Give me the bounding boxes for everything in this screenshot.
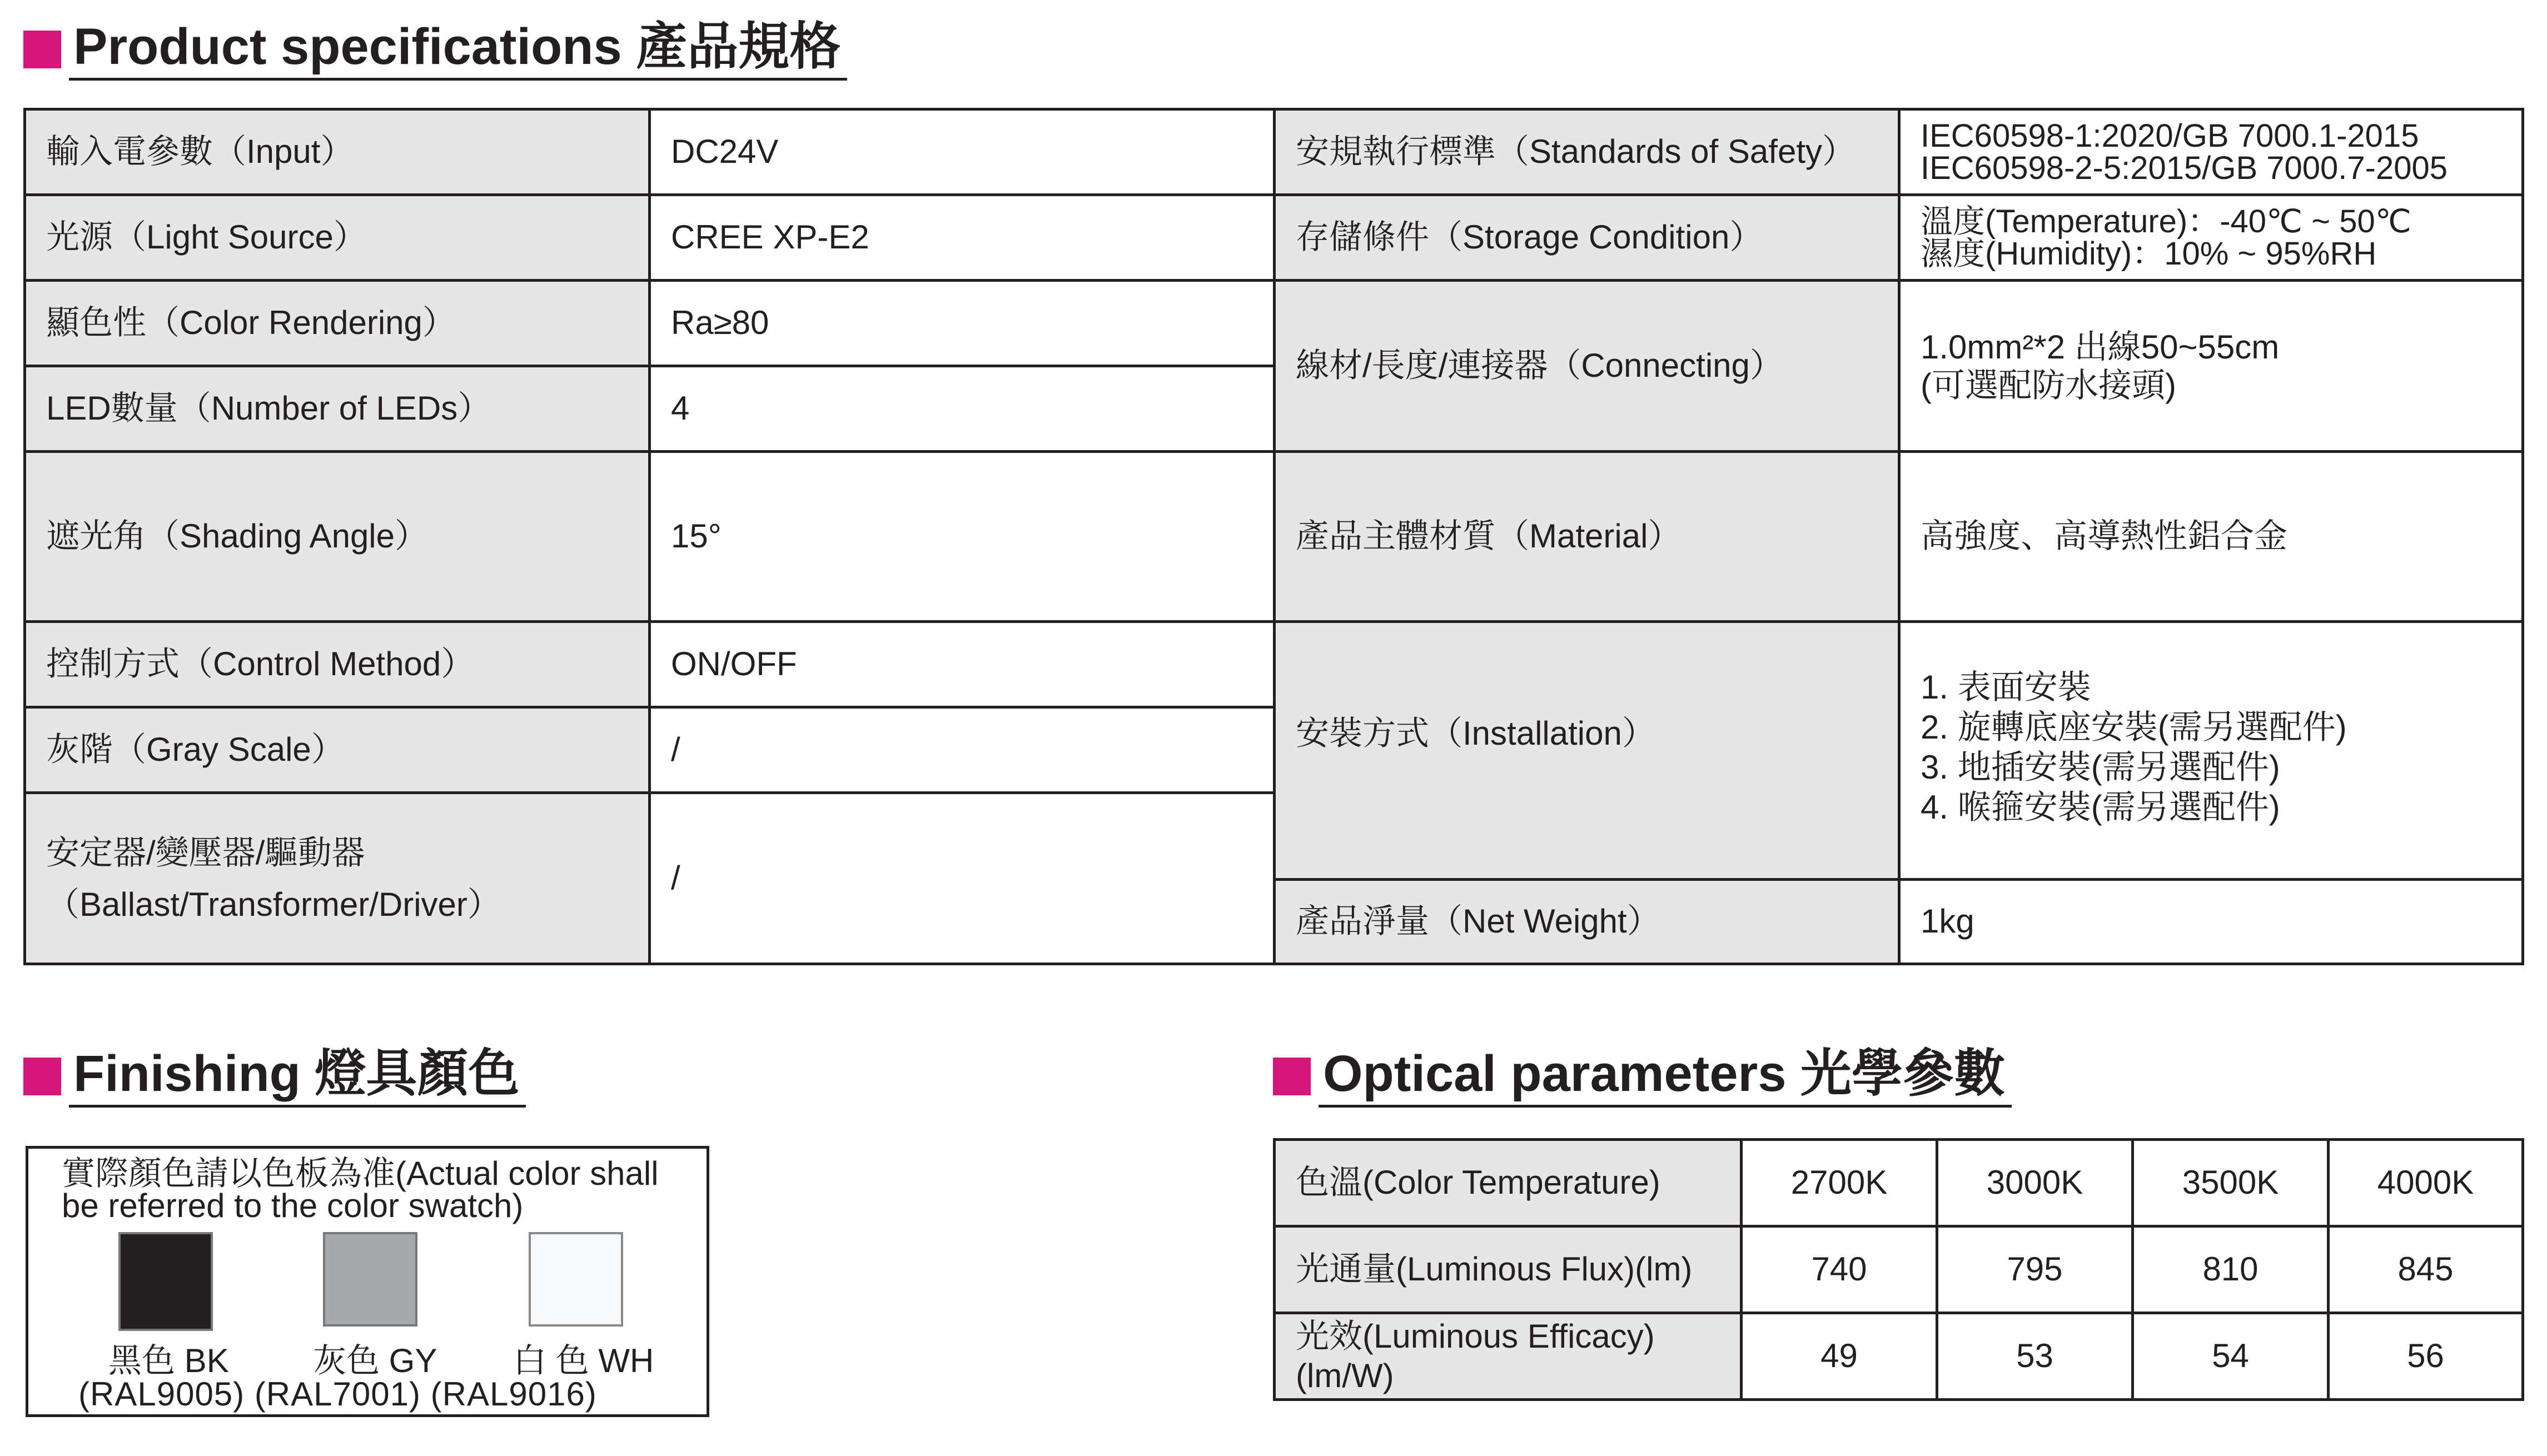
product-specs-title: Product specifications 產品規格 (69, 18, 847, 81)
spec-value-line: 3. 地插安裝(需另選配件) (1921, 749, 2280, 786)
spec-label: 輸入電參數（Input） (25, 109, 650, 195)
optical-value: 740 (1742, 1226, 1937, 1313)
spec-value-line: IEC60598-1:2020/GB 7000.1-2015 (1921, 117, 2419, 154)
spec-label: 安裝方式（Installation） (1275, 622, 1899, 880)
spec-value: 1kg (1899, 880, 2523, 964)
spec-label: 灰階（Gray Scale） (25, 707, 650, 793)
spec-value (1899, 195, 2523, 281)
optical-title: Optical parameters 光學參數 (1319, 1045, 2012, 1108)
optical-value: 810 (2133, 1226, 2329, 1313)
spec-value-line: 濕度(Humidity)：10% ~ 95%RH (1921, 235, 2377, 272)
product-specs-heading (23, 18, 847, 81)
finishing-note (62, 1155, 659, 1224)
heading-marker (23, 1058, 61, 1095)
optical-value: 56 (2329, 1313, 2523, 1400)
spec-value-line: 2. 旋轉底座安裝(需另選配件) (1921, 709, 2347, 746)
spec-value: 15° (650, 452, 1275, 622)
spec-value-line: 4. 喉箍安裝(需另選配件) (1921, 789, 2280, 826)
spec-value: DC24V (650, 109, 1275, 195)
heading-marker (1273, 1058, 1311, 1095)
spec-value: ON/OFF (650, 622, 1275, 707)
optical-value: 2700K (1742, 1140, 1937, 1226)
finishing-note-line: 實際顏色請以色板為准(Actual color shall (62, 1155, 659, 1192)
spec-value-line: 溫度(Temperature)：-40℃ ~ 50℃ (1921, 203, 2411, 240)
spec-label: 光源（Light Source） (25, 195, 650, 281)
finishing-title: Finishing 燈具顏色 (69, 1045, 526, 1108)
swatch-code: (RAL9016) (430, 1375, 597, 1413)
color-swatch-white (529, 1232, 623, 1327)
optical-value: 54 (2133, 1313, 2329, 1400)
spec-label: 產品淨量（Net Weight） (1275, 880, 1899, 964)
spec-value: CREE XP-E2 (650, 195, 1275, 281)
optical-value: 3500K (2133, 1140, 2329, 1226)
swatch-name: 灰色 GY (313, 1342, 437, 1379)
spec-value-line: IEC60598-2-5:2015/GB 7000.7-2005 (1921, 149, 2448, 186)
table-row (25, 195, 2523, 281)
optical-value: 49 (1742, 1313, 1937, 1400)
color-swatch-gray (323, 1232, 417, 1327)
color-swatch-black (118, 1232, 213, 1331)
finishing-box (26, 1146, 709, 1417)
spec-value-line: 1.0mm²*2 出線50~55cm (1921, 328, 2280, 366)
table-row (1275, 1140, 2523, 1226)
table-row (25, 281, 2523, 366)
spec-label: 控制方式（Control Method） (25, 622, 650, 707)
table-row (25, 109, 2523, 195)
spec-value (1899, 109, 2523, 195)
table-row (25, 622, 2523, 707)
spec-label: 顯色性（Color Rendering） (25, 281, 650, 366)
spec-value: / (650, 793, 1275, 964)
spec-value: 高強度、高導熱性鋁合金 (1899, 452, 2523, 622)
table-row (25, 452, 2523, 622)
spec-label-line: （Ballast/Transformer/Driver） (46, 885, 501, 923)
finishing-heading (23, 1045, 526, 1108)
spec-value (1899, 281, 2523, 452)
spec-label (25, 793, 650, 964)
optical-label: 光效(Luminous Efficacy)(lm/W) (1275, 1313, 1742, 1400)
spec-value-line: 1. 表面安裝 (1921, 669, 2091, 706)
spec-value: 4 (650, 366, 1275, 452)
swatch-code: (RAL9005) (78, 1375, 245, 1413)
optical-value: 795 (1937, 1226, 2133, 1313)
spec-value: / (650, 707, 1275, 793)
optical-value: 845 (2329, 1226, 2523, 1313)
spec-value: Ra≥80 (650, 281, 1275, 366)
spec-label: 線材/長度/連接器（Connecting） (1275, 281, 1899, 452)
optical-value: 53 (1937, 1313, 2133, 1400)
spec-label: LED數量（Number of LEDs） (25, 366, 650, 452)
optical-heading (1273, 1045, 2012, 1108)
swatch-name: 白 色 WH (513, 1342, 654, 1379)
spec-label: 安規執行標準（Standards of Safety） (1275, 109, 1899, 195)
optical-value: 4000K (2329, 1140, 2523, 1226)
heading-marker (23, 31, 61, 68)
optical-value: 3000K (1937, 1140, 2133, 1226)
spec-label: 遮光角（Shading Angle） (25, 452, 650, 622)
spec-label: 存儲條件（Storage Condition） (1275, 195, 1899, 281)
optical-table (1273, 1138, 2524, 1401)
table-row (1275, 1226, 2523, 1313)
swatch-code: (RAL7001) (254, 1375, 421, 1413)
table-row (1275, 1313, 2523, 1400)
spec-label-line: 安定器/變壓器/驅動器 (46, 834, 365, 871)
spec-value (1899, 622, 2523, 880)
spec-label: 產品主體材質（Material） (1275, 452, 1899, 622)
optical-label: 色溫(Color Temperature) (1275, 1140, 1742, 1226)
finishing-note-line: be referred to the color swatch) (62, 1187, 524, 1224)
swatch-codes (78, 1375, 597, 1413)
product-specs-table (23, 108, 2524, 965)
spec-value-line: (可選配防水接頭) (1921, 366, 2176, 404)
optical-label: 光通量(Luminous Flux)(lm) (1275, 1226, 1742, 1313)
swatch-name: 黑色 BK (108, 1342, 229, 1379)
